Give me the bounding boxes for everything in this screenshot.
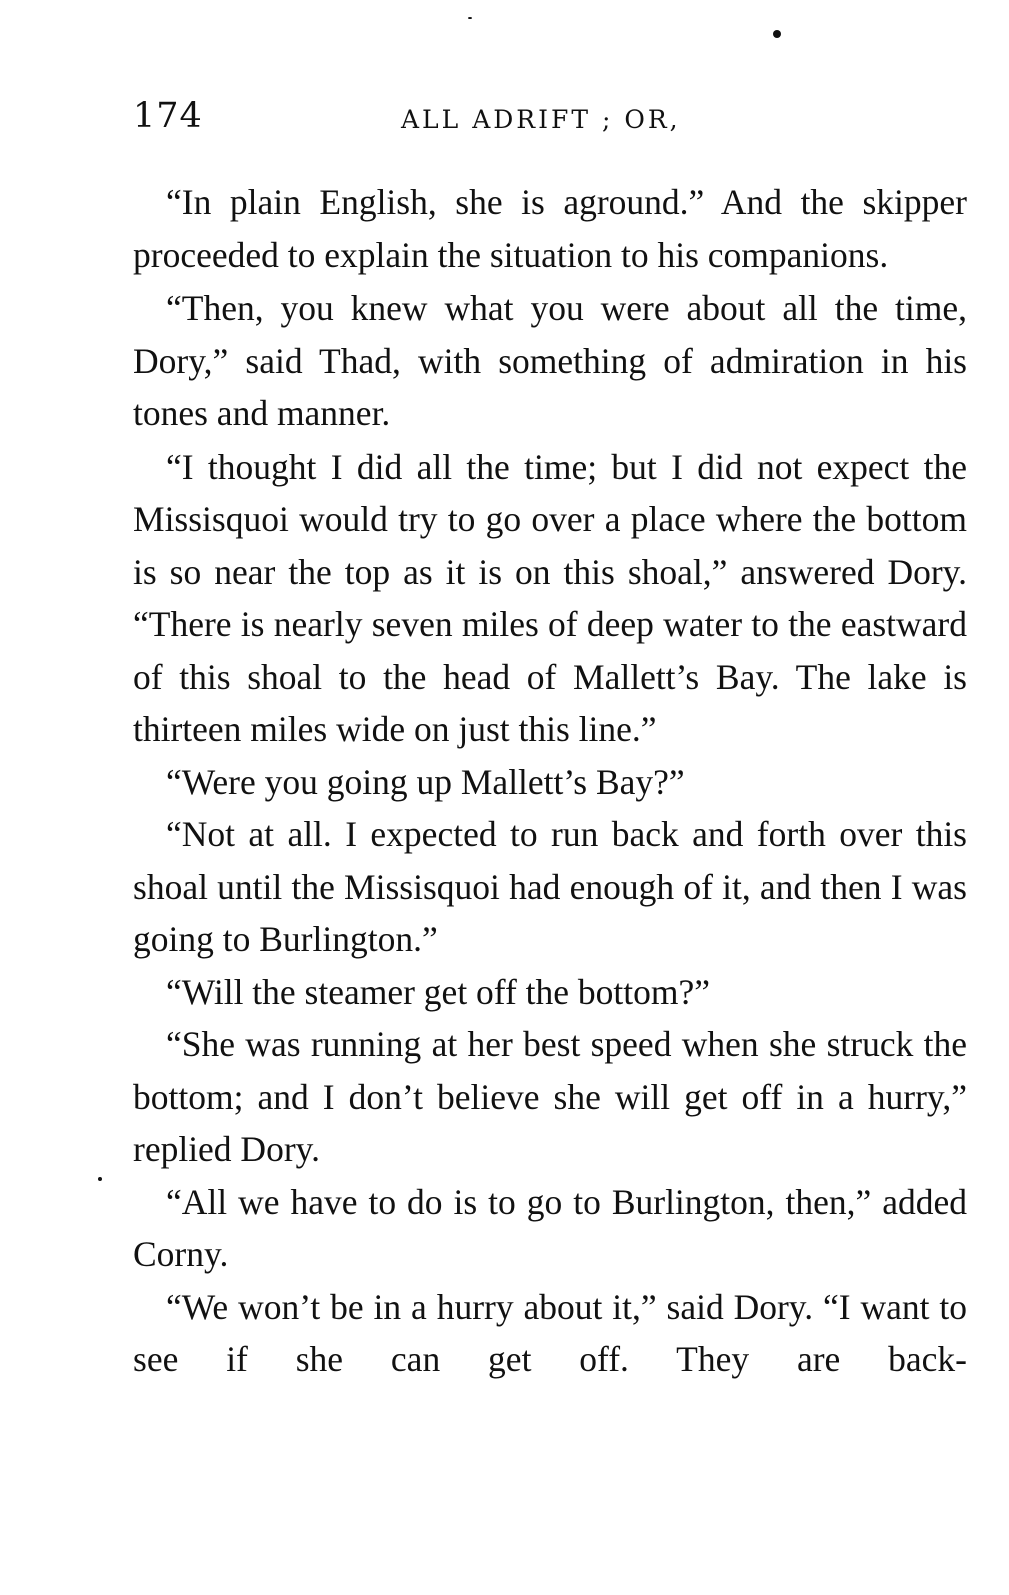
paragraph: “In plain English, she is aground.” And the skipper proceeded to explain the situation to his companions. <box>133 182 967 275</box>
ink-speck <box>98 1177 102 1181</box>
paragraph: “Not at all. I expected to run back and forth over this shoal until the Missisquoi had enough of it, and then I was going to Burlington.” <box>133 814 967 959</box>
paragraph: “I thought I did all the time; but I did not expect the Missisquoi would try to go over a place where the bottom is so near the top as it is on this shoal,” answered Dory. “There is nearly seven miles of deep water to the eastward of this shoal to the head of Mallett’s Bay. The lake is thirteen miles wide on just this line.” <box>133 446 967 749</box>
page-body <box>133 176 967 1386</box>
paragraph: “She was running at her best speed when she struck the bottom; and I don’t believe she will get off in a hurry,” replied Dory. <box>133 1024 967 1169</box>
page-header <box>133 96 967 146</box>
ink-speck <box>773 30 781 38</box>
running-head: ALL ADRIFT ; OR, <box>401 105 681 134</box>
paragraph: “Then, you knew what you were about all the time, Dory,” said Thad, with something of admiration in his tones and manner. <box>133 288 967 433</box>
paragraph: “All we have to do is to go to Burlington, then,” added Corny. <box>133 1181 967 1274</box>
paragraph: “Will the steamer get off the bottom?” <box>166 971 711 1012</box>
page-number: 174 <box>133 96 203 136</box>
paragraph: “Were you going up Mallett’s Bay?” <box>166 761 685 802</box>
paragraph: “We won’t be in a hurry about it,” said Dory. “I want to see if she can get off. They are back- <box>133 1286 967 1379</box>
ink-speck <box>468 17 472 19</box>
